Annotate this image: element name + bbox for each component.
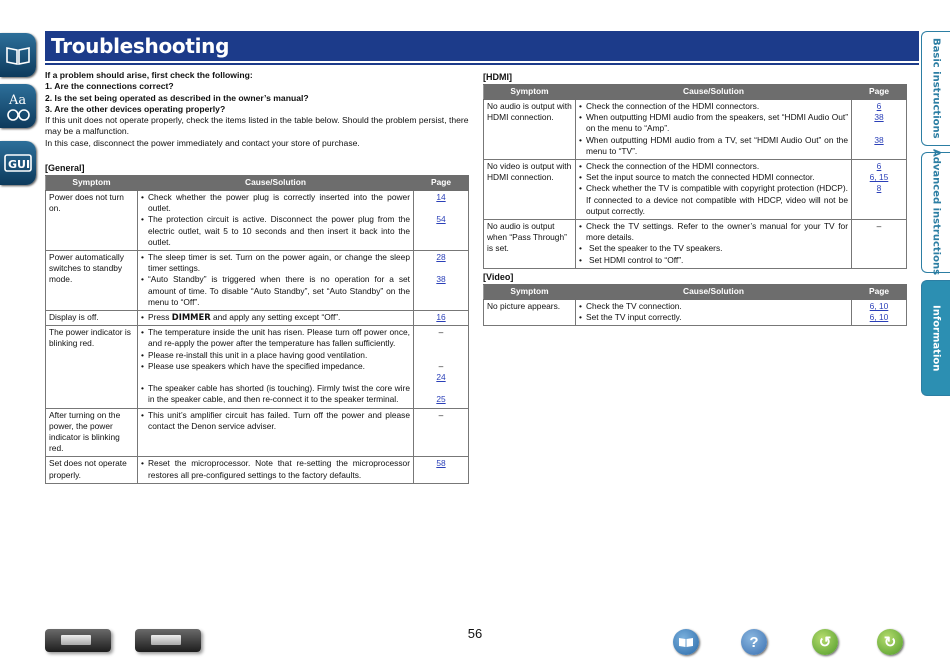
page-number: 56	[467, 626, 483, 641]
video-table	[483, 284, 907, 326]
dimmer-key: DIMMER	[171, 312, 211, 323]
symptom-cell: No picture appears.	[484, 300, 576, 326]
cause-cell	[138, 408, 414, 457]
cause-cell	[138, 457, 414, 483]
hdmi-table	[483, 84, 907, 269]
gui-icon[interactable]	[0, 141, 36, 185]
page-link[interactable]: 8	[876, 183, 882, 194]
cause-cell	[576, 300, 852, 326]
receiver-front-image[interactable]	[45, 629, 111, 652]
forward-icon[interactable]: ↻	[877, 629, 903, 655]
title-underline	[45, 63, 919, 65]
index-aa-icon[interactable]	[0, 84, 36, 128]
cause-header: Cause/Solution	[576, 285, 852, 300]
page-cell	[852, 220, 907, 269]
page-link[interactable]: 28	[436, 252, 446, 263]
general-table	[45, 175, 469, 484]
intro-q1: 1. Are the connections correct?	[45, 81, 174, 92]
tab-information[interactable]: Information	[921, 280, 950, 396]
cause-cell	[576, 100, 852, 160]
cause-item: • This unit’s amplifier circuit has failed. Turn off the power and please contact the Denon service adviser.	[141, 410, 410, 432]
cause-item: • Check whether the TV is compatible with copyright protection (HDCP). If connected to a device not compatible with HDCP, video will not be output correctly.	[579, 183, 848, 217]
cause-item: • Please re-install this unit in a place having good ventilation.	[141, 350, 410, 361]
cause-item: • When outputting HDMI audio from the speakers, set “HDMI Audio Out” on the menu to “Amp”.	[579, 112, 848, 134]
page-header: Page	[852, 85, 907, 100]
page-link[interactable]: 6	[876, 161, 882, 172]
cause-cell	[138, 191, 414, 251]
cause-item: • Set the TV input correctly.	[579, 312, 848, 323]
cause-header: Cause/Solution	[576, 85, 852, 100]
intro-paragraph-2: In this case, disconnect the power immediately and contact your store of purchase.	[45, 137, 360, 148]
tab-advanced-instructions[interactable]: Advanced instructions	[921, 152, 950, 273]
page-link[interactable]: 25	[436, 394, 446, 405]
general-heading: [General]	[45, 163, 85, 173]
remote-image[interactable]	[135, 629, 201, 652]
page-link[interactable]: 54	[436, 214, 446, 225]
intro-paragraph-1: If this unit does not operate properly, check the items listed in the table below. Should the problem persist, there may be a malfunction.	[45, 115, 469, 137]
video-heading: [Video]	[483, 272, 514, 282]
page-link[interactable]: 6, 10	[869, 301, 889, 311]
table-row	[46, 326, 469, 408]
intro-text	[45, 70, 470, 149]
intro-q3: 3. Are the other devices operating properly?	[45, 103, 226, 114]
table-row	[46, 457, 469, 483]
symptom-cell: The power indicator is blinking red.	[46, 326, 138, 408]
page-dash: –	[438, 360, 444, 371]
symptom-cell: Power does not turn on.	[46, 191, 138, 251]
cause-cell	[138, 251, 414, 311]
book-icon[interactable]	[673, 629, 699, 655]
page-cell	[414, 251, 469, 311]
page-link[interactable]: 14	[436, 192, 446, 202]
page-dash: –	[876, 221, 882, 232]
table-row	[46, 311, 469, 326]
table-row	[46, 191, 469, 251]
page-cell	[414, 326, 469, 408]
table-row	[484, 300, 907, 326]
page-dash: –	[438, 327, 444, 338]
symptom-header: Symptom	[484, 285, 576, 300]
symptom-header: Symptom	[46, 176, 138, 191]
page-link[interactable]: 24	[436, 372, 446, 383]
symptom-cell: No audio is output with HDMI connection.	[484, 100, 576, 160]
page-cell	[414, 408, 469, 457]
cause-item: • The speaker cable has shorted (is touching). Firmly twist the core wire in the speaker cable, and then re-connect it to the speaker terminal.	[141, 383, 410, 405]
cause-item: • Please use speakers which have the specified impedance.	[141, 361, 410, 372]
intro-lead: If a problem should arise, first check the following:	[45, 70, 253, 80]
svg-text:Aa: Aa	[9, 93, 27, 108]
back-icon[interactable]: ↺	[812, 629, 838, 655]
cause-item: • Check the TV connection.	[579, 301, 848, 312]
symptom-cell: After turning on the power, the power indicator is blinking red.	[46, 408, 138, 457]
page-link[interactable]: 6, 10	[869, 312, 889, 323]
page-header: Page	[414, 176, 469, 191]
cause-cell	[138, 326, 414, 408]
cause-cell	[576, 220, 852, 269]
table-row	[46, 408, 469, 457]
cause-item: • Set the input source to match the connected HDMI connector.	[579, 172, 848, 183]
symptom-cell: Display is off.	[46, 311, 138, 326]
table-row	[484, 160, 907, 220]
symptom-cell: No video is output with HDMI connection.	[484, 160, 576, 220]
cause-cell	[138, 311, 414, 326]
tab-basic-instructions[interactable]: Basic instructions	[921, 31, 950, 146]
title-bar	[45, 31, 919, 61]
intro-q2: 2. Is the set being operated as described in the owner’s manual?	[45, 92, 309, 103]
page-cell	[414, 191, 469, 251]
page-cell	[852, 160, 907, 220]
svg-text:GUI: GUI	[8, 158, 31, 171]
table-row	[484, 100, 907, 160]
cause-item: • The protection circuit is active. Disconnect the power plug from the electric outlet, wait 5 to 10 seconds and then insert it back into the outlet.	[141, 214, 410, 248]
help-icon[interactable]: ?	[741, 629, 767, 655]
cause-item: • Reset the microprocessor. Note that re-setting the microprocessor restores all pre-configured settings to the factory defaults.	[141, 458, 410, 480]
page-dash: –	[438, 409, 444, 420]
cause-item: • Check the TV settings. Refer to the owner’s manual for your TV for more details.	[579, 221, 848, 243]
cause-item: • The temperature inside the unit has risen. Please turn off power once, and re-apply the power after the temperature has fallen sufficiently.	[141, 327, 410, 349]
hdmi-heading: [HDMI]	[483, 72, 512, 82]
cause-item: • The sleep timer is set. Turn on the power again, or change the sleep timer settings.	[141, 252, 410, 274]
page-cell	[852, 300, 907, 326]
cause-item: • “Auto Standby” is triggered when there is no operation for a set amount of time. To disable “Auto Standby”, set “Auto Standby” on the menu to “Off”.	[141, 274, 410, 308]
page-cell	[852, 100, 907, 160]
cause-item: • Check the connection of the HDMI connectors.	[579, 161, 848, 172]
table-row	[46, 251, 469, 311]
page-title: Troubleshooting	[51, 34, 230, 58]
cause-item: • Set the speaker to the TV speakers.	[579, 243, 848, 254]
symptom-cell: Power automatically switches to standby mode.	[46, 251, 138, 311]
cause-item: • Set HDMI control to “Off”.	[579, 255, 848, 266]
page-link[interactable]: 6	[876, 101, 882, 111]
page-cell	[414, 457, 469, 483]
page-link[interactable]: 38	[436, 274, 446, 285]
table-row	[484, 220, 907, 269]
cause-item: • When outputting HDMI audio from a TV, set “HDMI Audio Out” on the menu to “TV”.	[579, 135, 848, 157]
cause-cell	[576, 160, 852, 220]
book-contents-icon[interactable]	[0, 33, 36, 77]
page-link[interactable]: 6, 15	[869, 172, 889, 183]
symptom-header: Symptom	[484, 85, 576, 100]
page-cell	[414, 311, 469, 326]
cause-item: • Check the connection of the HDMI connectors.	[579, 101, 848, 112]
cause-item: • Check whether the power plug is correctly inserted into the power outlet.	[141, 192, 410, 214]
page-header: Page	[852, 285, 907, 300]
symptom-cell: No audio is output when “Pass Through” is set.	[484, 220, 576, 269]
page-link[interactable]: 38	[874, 134, 884, 145]
cause-item: • Press DIMMER and apply any setting except “Off”.	[141, 312, 410, 323]
page-link[interactable]: 58	[436, 458, 446, 469]
symptom-cell: Set does not operate properly.	[46, 457, 138, 483]
page-link[interactable]: 16	[436, 312, 446, 323]
cause-header: Cause/Solution	[138, 176, 414, 191]
page-link[interactable]: 38	[874, 112, 884, 123]
